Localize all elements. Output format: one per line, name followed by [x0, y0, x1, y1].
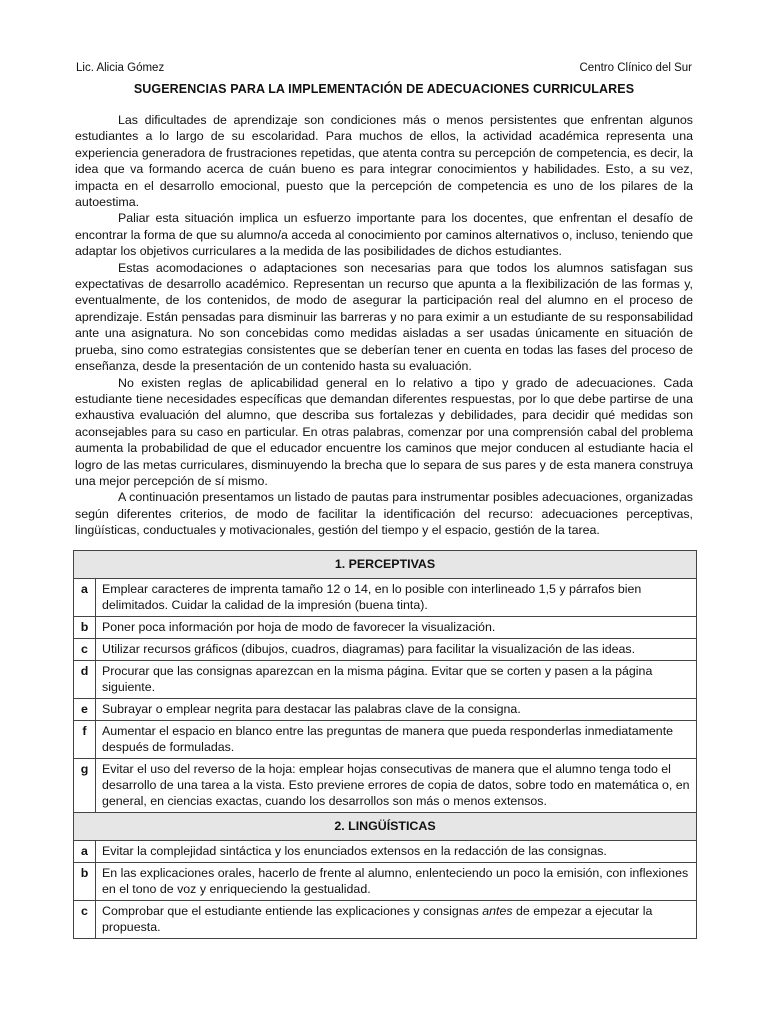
paragraph: A continuación presentamos un listado de pautas para instrumentar posibles adecuaciones, organizadas según diferentes criterios, de modo de facilitar la identificación del recurso: adecuaciones perceptivas, lingüísticas, conductuales y motivacionales, gestión del tiempo y el espacio, gestión de la tarea. [75, 490, 693, 538]
item-text: Evitar el uso del reverso de la hoja: emplear hojas consecutivas de manera que el alumno tenga todo el desarrollo de una tarea a la vista. Esto previene errores de copia de datos, sobre todo en matemática o, en general, en ciencias exactas, cuando los desarrollos son más o menos extensos. [96, 759, 697, 813]
item-text-emphasis: antes [482, 904, 513, 918]
paragraph: Estas acomodaciones o adaptaciones son necesarias para que todos los alumnos satisfagan sus expectativas de desarrollo académico. Representan un recurso que apunta a la flexibilización de las formas y, eventualmente, de los contenidos, de modo de asegurar la participación real del alumno en el proceso de aprendizaje. Están pensadas para disminuir las barreras y no para eximir a un estudiante de su responsabilidad ante una asignatura. No son concebidas como medidas aisladas a ser usadas únicamente en situación de prueba, sino como estrategias consistentes que se deberían tener en cuenta en todas las fases del proceso de enseñanza, desde la presentación de un contenido hasta su evaluación. [75, 260, 693, 374]
header-author: Lic. Alicia Gómez [76, 62, 165, 74]
item-letter: b [74, 617, 96, 639]
section-heading: 1. PERCEPTIVAS [74, 551, 697, 579]
table-row [74, 759, 697, 813]
paragraph: Paliar esta situación implica un esfuerzo importante para los docentes, que enfrentan el desafío de encontrar la forma de que su alumno/a acceda al conocimiento por caminos alternativos o, incluso, teniendo que adaptar los objetivos curriculares a la medida de las posibilidades de dichos estudiantes. [75, 211, 693, 259]
item-text: Evitar la complejidad sintáctica y los enunciados extensos en la redacción de las consignas. [96, 841, 697, 863]
table-row [74, 579, 697, 617]
table-row [74, 699, 697, 721]
document-title: SUGERENCIAS PARA LA IMPLEMENTACIÓN DE ADECUACIONES CURRICULARES [133, 82, 635, 96]
item-text: En las explicaciones orales, hacerlo de frente al alumno, enlenteciendo un poco la emisión, con inflexiones en el tono de voz y enriqueciendo la gestualidad. [96, 863, 697, 901]
item-text: Emplear caracteres de imprenta tamaño 12 o 14, en lo posible con interlineado 1,5 y párrafos bien delimitados. Cuidar la calidad de la impresión (buena tinta). [96, 579, 697, 617]
paragraph: No existen reglas de aplicabilidad general en lo relativo a tipo y grado de adecuaciones. Cada estudiante tiene necesidades específicas que demandan diferentes respuestas, por lo que debe partirse de una exhaustiva evaluación del alumno, que describa sus fortalezas y debilidades, para decidir qué medidas son aconsejables para su caso en particular. En otras palabras, comenzar por una comprensión cabal del problema aumenta la probabilidad de que el educador encuentre los caminos que mejor conducen al estudiante hacia el logro de las metas curriculares, disminuyendo la brecha que lo separa de sus pares y de esta manera construya una mejor percepción de sí mismo. [75, 375, 693, 488]
item-letter: d [74, 661, 96, 699]
header-institution: Centro Clínico del Sur [579, 62, 692, 74]
item-letter: c [74, 901, 96, 939]
table-row [74, 639, 697, 661]
table-row [74, 661, 697, 699]
item-letter: e [74, 699, 96, 721]
item-text-part: de empezar a ejecutar la propuesta. [102, 904, 653, 934]
item-text: Subrayar o emplear negrita para destacar las palabras clave de la consigna. [96, 699, 697, 721]
section-heading-row [74, 551, 697, 579]
item-text [96, 901, 697, 939]
item-text: Utilizar recursos gráficos (dibujos, cuadros, diagramas) para facilitar la visualización de las ideas. [96, 639, 697, 661]
table-row [74, 863, 697, 901]
item-letter: g [74, 759, 96, 813]
item-text-part: Comprobar que el estudiante entiende las explicaciones y consignas [102, 904, 483, 918]
body-text [75, 112, 693, 539]
section-heading: 2. LINGÜÍSTICAS [74, 813, 697, 841]
paragraph: Las dificultades de aprendizaje son condiciones más o menos persistentes que enfrentan algunos estudiantes a lo largo de su escolaridad. Para muchos de ellos, la actividad académica representa una experiencia generadora de frustraciones repetidas, que atenta contra su percepción de competencia, es decir, la idea que va formando acerca de cuán bueno es para integrar conocimientos y habilidades. Esto, a su vez, impacta en el desarrollo emocional, puesto que la percepción de competencia es uno de los pilares de la autoestima. [75, 113, 693, 210]
item-letter: c [74, 639, 96, 661]
table-row [74, 721, 697, 759]
item-letter: f [74, 721, 96, 759]
item-letter: a [74, 841, 96, 863]
guidelines-table [73, 550, 697, 939]
item-text: Aumentar el espacio en blanco entre las preguntas de manera que pueda responderlas inmediatamente después de formuladas. [96, 721, 697, 759]
item-text: Poner poca información por hoja de modo de favorecer la visualización. [96, 617, 697, 639]
item-letter: b [74, 863, 96, 901]
table-row [74, 841, 697, 863]
item-letter: a [74, 579, 96, 617]
item-text: Procurar que las consignas aparezcan en la misma página. Evitar que se corten y pasen a la página siguiente. [96, 661, 697, 699]
table-row [74, 617, 697, 639]
table-row [74, 901, 697, 939]
section-heading-row [74, 813, 697, 841]
